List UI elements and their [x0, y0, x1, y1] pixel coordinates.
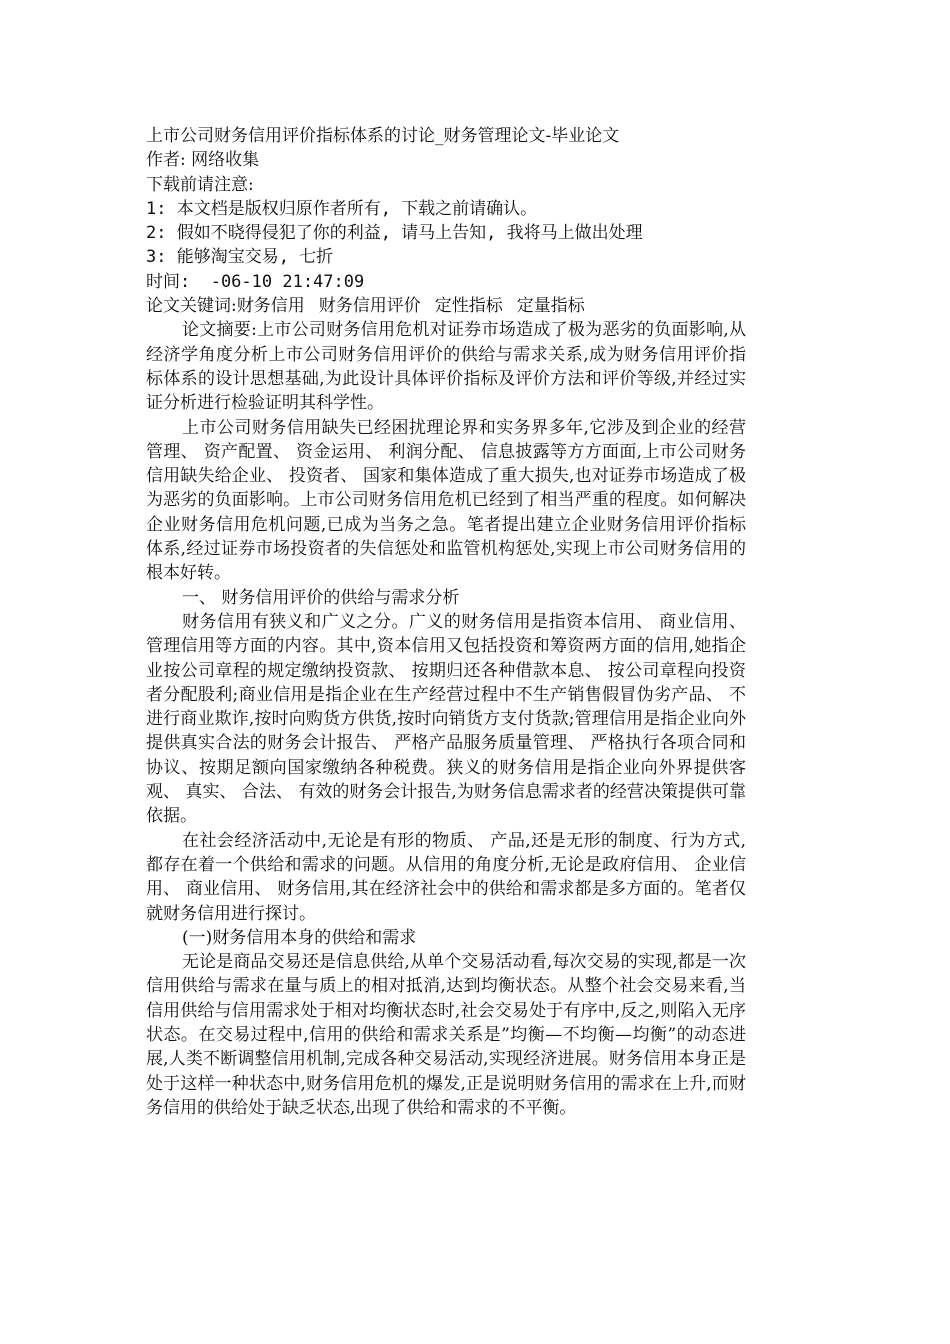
- notice-heading: 下载前请注意:: [146, 174, 254, 195]
- author-line: 作者: 网络收集: [146, 150, 260, 171]
- body-paragraph: 财务信用有狭义和广义之分。广义的财务信用是指资本信用、 商业信用、 管理信用等方面的内容。其中,资本信用又包括投资和筹资两方面的信用,她指企业按公司章程的规定缴纳投资款、 按期归还各种借款本息、 按公司章程向投资者分配股利;商业信用是指企业在生产经营过程中不生产销售假冒伪劣产品、 不进行商业欺诈,按时向购货方供货,按时向销货方支付货款;管理信用是指企业向外提供真实合法的财务会计报告、 严格产品服务质量管理、 严格执行各项合同和协议、按期足额向国家缴纳各种税费。狭义的财务信用是指企业向外界提供客观、 真实、 合法、 有效的财务会计报告,为财务信息需求者的经营决策提供可靠依据。: [146, 611, 746, 827]
- notice-item-1: 1: 本文档是版权归原作者所有, 下载之前请确认。: [146, 198, 538, 219]
- keyword-item: 财务信用: [236, 296, 305, 317]
- keyword-item: 财务信用评价: [318, 296, 421, 317]
- keywords-line: [146, 294, 746, 318]
- keyword-item: 定量指标: [516, 296, 585, 317]
- keywords-label: 论文关键词:: [146, 296, 237, 317]
- subsection-heading: (一)财务信用本身的供给和需求: [182, 927, 417, 948]
- document-page: [146, 124, 746, 1120]
- section-heading: 一、 财务信用评价的供给与需求分析: [182, 587, 460, 608]
- time-line: 时间: -06-10 21:47:09: [146, 271, 365, 292]
- body-paragraph: 在社会经济活动中,无论是有形的物质、 产品,还是无形的制度、行为方式,都存在着一个供给和需求的问题。从信用的角度分析,无论是政府信用、 企业信用、 商业信用、 财务信用,其在经济社会中的供给和需求都是多方面的。笔者仅就财务信用进行探讨。: [146, 830, 746, 924]
- intro-paragraph: 上市公司财务信用缺失已经困扰理论界和实务界多年,它涉及到企业的经营管理、 资产配置、 资金运用、 利润分配、 信息披露等方方面面,上市公司财务信用缺失给企业、 投资者、 国家和集体造成了重大损失,也对证券市场造成了极为恶劣的负面影响。上市公司财务信用危机已经到了相当严重的程度。如何解决企业财务信用危机问题,已成为当务之急。笔者提出建立企业财务信用评价指标体系,经过证券市场投资者的失信惩处和监管机构惩处,实现上市公司财务信用的根本好转。: [146, 417, 746, 584]
- document-title: 上市公司财务信用评价指标体系的讨论_财务管理论文-毕业论文: [146, 126, 620, 146]
- body-paragraph: 无论是商品交易还是信息供给,从单个交易活动看,每次交易的实现,都是一次信用供给与需求在量与质上的相对抵消,达到均衡状态。从整个社会交易来看,当信用供给与信用需求处于相对均衡状态时,社会交易处于有序中,反之,则陷入无序状态。在交易过程中,信用的供给和需求关系是”均衡—不均衡—均衡”的动态进展,人类不断调整信用机制,完成各种交易活动,实现经济进展。财务信用本身正是处于这样一种状态中,财务信用危机的爆发,正是说明财务信用的需求在上升,而财务信用的供给处于缺乏状态,出现了供给和需求的不平衡。: [146, 952, 746, 1118]
- notice-item-3: 3: 能够淘宝交易, 七折: [146, 247, 334, 268]
- keyword-item: 定性指标: [434, 296, 503, 317]
- abstract-paragraph: 论文摘要:上市公司财务信用危机对证券市场造成了极为恶劣的负面影响,从经济学角度分析上市公司财务信用评价的供给与需求关系,成为财务信用评价指标体系的设计思想基础,为此设计具体评价指标及评价方法和评价等级,并经过实证分析进行检验证明其科学性。: [146, 320, 746, 414]
- notice-item-2: 2: 假如不晓得侵犯了你的利益, 请马上告知, 我将马上做出处理: [146, 223, 643, 244]
